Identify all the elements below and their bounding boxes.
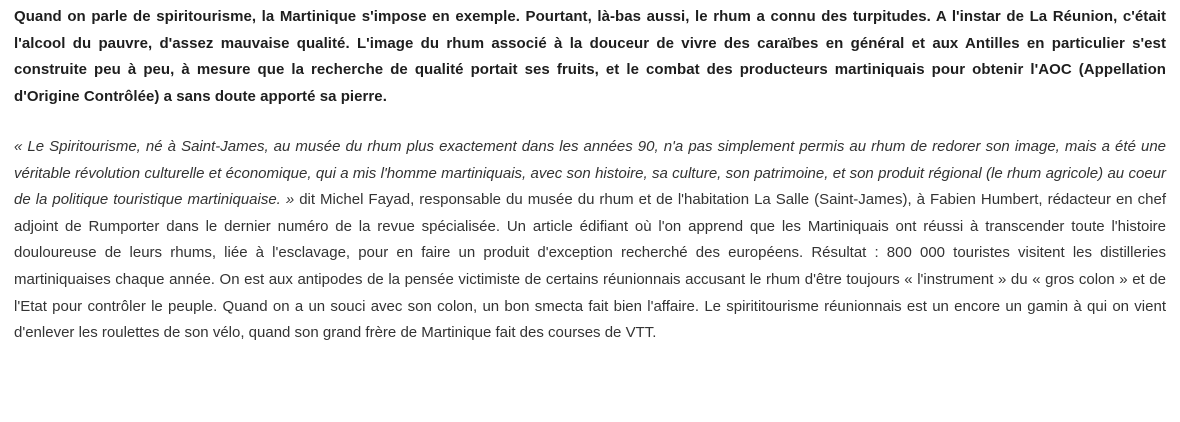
paragraph-text: dit Michel Fayad, responsable du musée du rhum et de l'habitation La Salle (Saint-James), à Fabien Humbert, rédacteur en chef adjoint de Rumporter dans le dernier numéro de la revue spécialisée. Un article édifiant où l'on apprend que les Martiniquais ont réussi à transcender toute l'histoire douloureuse de leurs rhums, liée à l'esclavage, pour en faire un produit d'exception recherché des européens. Résultat : 800 000 touristes visitent les distilleries martiniquaises chaque année. On est aux antipodes de la pensée victimiste de certains réunionnais accusant le rhum d'être toujours « l'instrument » du « gros colon » et de l'Etat pour contrôler le peuple. Quand on a un souci avec son colon, un bon smecta fait bien l'affaire. Le spirititourisme réunionnais est un encore un gamin à qui on vient d'enlever les roulettes de son vélo, quand son grand frère de Martinique fait des courses de VTT. <box>14 191 1166 342</box>
quotation-text: « Le Spiritourisme, né à Saint-James, au musée du rhum plus exactement dans les années 90, n'a pas simplement permis au rhum de redorer son image, mais a été une véritable révolution culturelle et économique, qui a mis l'homme martiniquais, avec son histoire, sa culture, son patrimoine, et son produit régional (le rhum agricole) au coeur de la politique touristique martiniquaise. » <box>14 138 1166 209</box>
quote-paragraph <box>14 134 1166 347</box>
lead-paragraph: Quand on parle de spiritourisme, la Martinique s'impose en exemple. Pourtant, là-bas aussi, le rhum a connu des turpitudes. A l'instar de La Réunion, c'était l'alcool du pauvre, d'assez mauvaise qualité. L'image du rhum associé à la douceur de vivre des caraïbes en général et aux Antilles en particulier s'est construite peu à peu, à mesure que la recherche de qualité portait ses fruits, et le combat des producteurs martiniquais pour obtenir l'AOC (Appellation d'Origine Contrôlée) a sans doute apporté sa pierre. <box>14 8 1166 105</box>
